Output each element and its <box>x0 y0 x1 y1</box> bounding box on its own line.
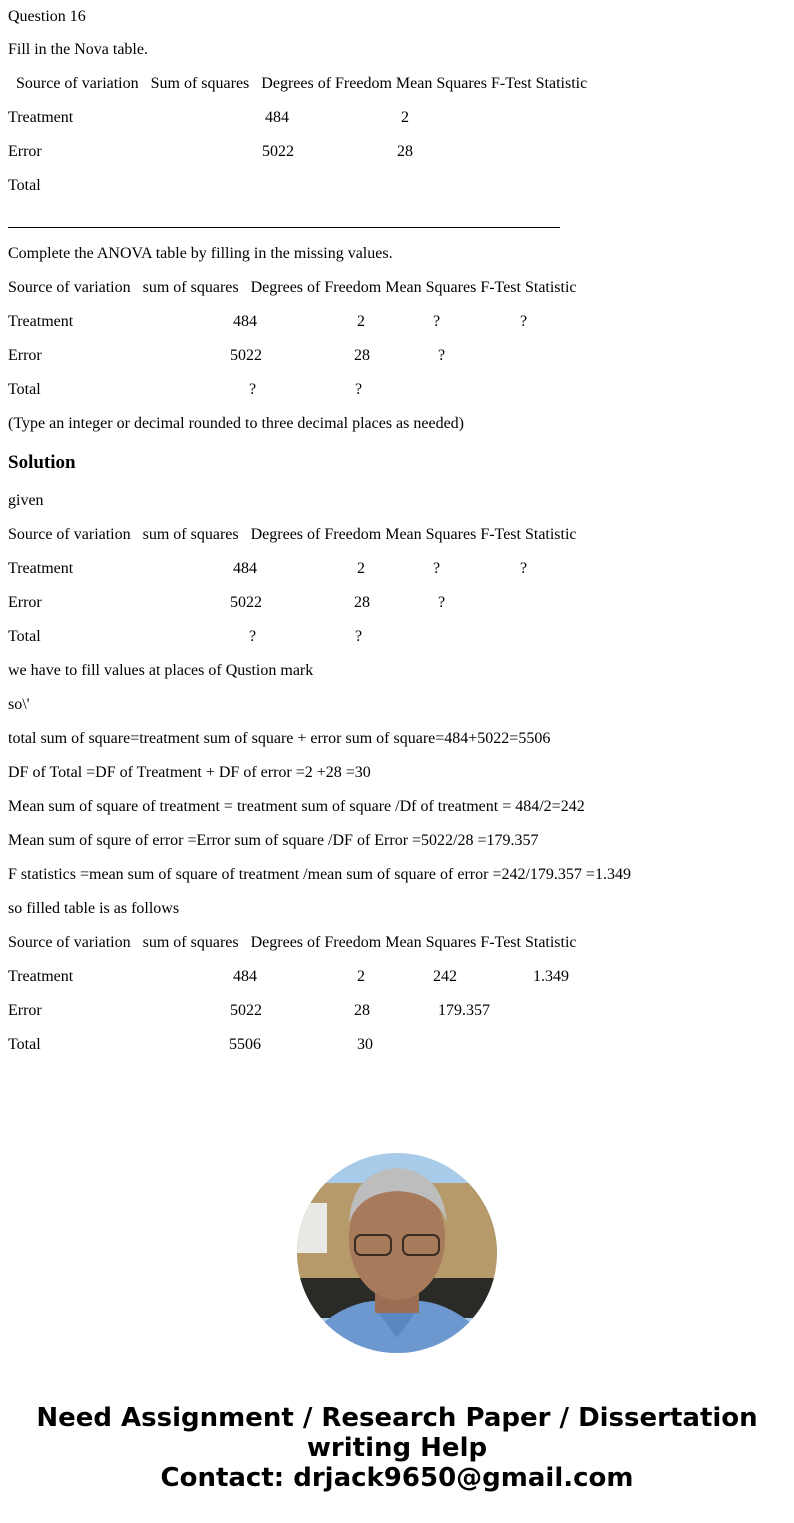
table-cell: 30 <box>357 1036 373 1053</box>
row-label: Treatment <box>8 968 74 985</box>
table-cell: 1.349 <box>533 968 569 985</box>
row-label: Total <box>8 177 41 194</box>
note: (Type an integer or decimal rounded to three decimal places as needed) <box>8 415 465 432</box>
table-cell: 5506 <box>229 1036 261 1053</box>
given-table-header: Source of variation sum of squares Degrees of Freedom Mean Squares F-Test Statistic <box>8 526 577 543</box>
row-label: Error <box>8 594 42 611</box>
table-cell: 28 <box>354 594 370 611</box>
table-cell: 484 <box>265 109 289 126</box>
table-cell: ? <box>433 560 441 577</box>
row-label: Treatment <box>8 313 74 330</box>
solution-step: Mean sum of squre of error =Error sum of square /DF of Error =5022/28 =179.357 <box>8 832 539 849</box>
row-label: Total <box>8 1036 41 1053</box>
solution-step: DF of Total =DF of Treatment + DF of error =2 +28 =30 <box>8 764 371 781</box>
solution-step: F statistics =mean sum of square of treatment /mean sum of square of error =242/179.357 =1.349 <box>8 866 631 883</box>
table-cell: ? <box>438 594 446 611</box>
question-title: Question 16 <box>8 8 86 25</box>
row-label: Error <box>8 1002 42 1019</box>
instruction: Complete the ANOVA table by filling in the missing values. <box>8 245 393 262</box>
row-label: Treatment <box>8 109 74 126</box>
solution-step: so filled table is as follows <box>8 900 180 917</box>
table-cell: 242 <box>433 968 457 985</box>
table-cell: ? <box>433 313 441 330</box>
table-cell: 5022 <box>230 347 262 364</box>
table-cell: 484 <box>233 313 257 330</box>
table-cell: ? <box>355 628 363 645</box>
table-cell: ? <box>438 347 446 364</box>
table-cell: 2 <box>357 560 365 577</box>
table-cell: ? <box>249 381 257 398</box>
table-cell: ? <box>355 381 363 398</box>
table-cell: 28 <box>354 347 370 364</box>
author-avatar <box>297 1153 497 1353</box>
footer-line1: Need Assignment / Research Paper / Dissertation <box>36 1403 758 1433</box>
row-label: Total <box>8 628 41 645</box>
table1-header: Source of variation Sum of squares Degrees of Freedom Mean Squares F-Test Statistic <box>16 75 588 92</box>
table-cell: 2 <box>401 109 409 126</box>
final-table-header: Source of variation sum of squares Degrees of Freedom Mean Squares F-Test Statistic <box>8 934 577 951</box>
question-intro: Fill in the Nova table. <box>8 41 148 58</box>
table-cell: 2 <box>357 968 365 985</box>
table-cell: 484 <box>233 560 257 577</box>
table-cell: 179.357 <box>438 1002 490 1019</box>
footer-line3: Contact: drjack9650@gmail.com <box>160 1463 634 1493</box>
table-cell: 28 <box>397 143 413 160</box>
given-label: given <box>8 492 44 509</box>
divider <box>8 227 560 228</box>
table-cell: ? <box>520 313 528 330</box>
table-cell: 484 <box>233 968 257 985</box>
table-cell: 5022 <box>262 143 294 160</box>
row-label: Error <box>8 143 42 160</box>
solution-heading: Solution <box>8 452 76 473</box>
solution-step: so\' <box>8 696 30 713</box>
footer-line2: writing Help <box>306 1433 488 1463</box>
table-cell: 5022 <box>230 594 262 611</box>
row-label: Error <box>8 347 42 364</box>
table-cell: ? <box>520 560 528 577</box>
solution-step: total sum of square=treatment sum of square + error sum of square=484+5022=5506 <box>8 730 551 747</box>
table-cell: 28 <box>354 1002 370 1019</box>
row-label: Treatment <box>8 560 74 577</box>
table-cell: 2 <box>357 313 365 330</box>
footer-contact <box>0 1403 794 1493</box>
table2-header: Source of variation sum of squares Degrees of Freedom Mean Squares F-Test Statistic <box>8 279 577 296</box>
table-cell: 5022 <box>230 1002 262 1019</box>
table-cell: ? <box>249 628 257 645</box>
solution-step: we have to fill values at places of Qustion mark <box>8 662 314 679</box>
solution-step: Mean sum of square of treatment = treatment sum of square /Df of treatment = 484/2=242 <box>8 798 585 815</box>
row-label: Total <box>8 381 41 398</box>
